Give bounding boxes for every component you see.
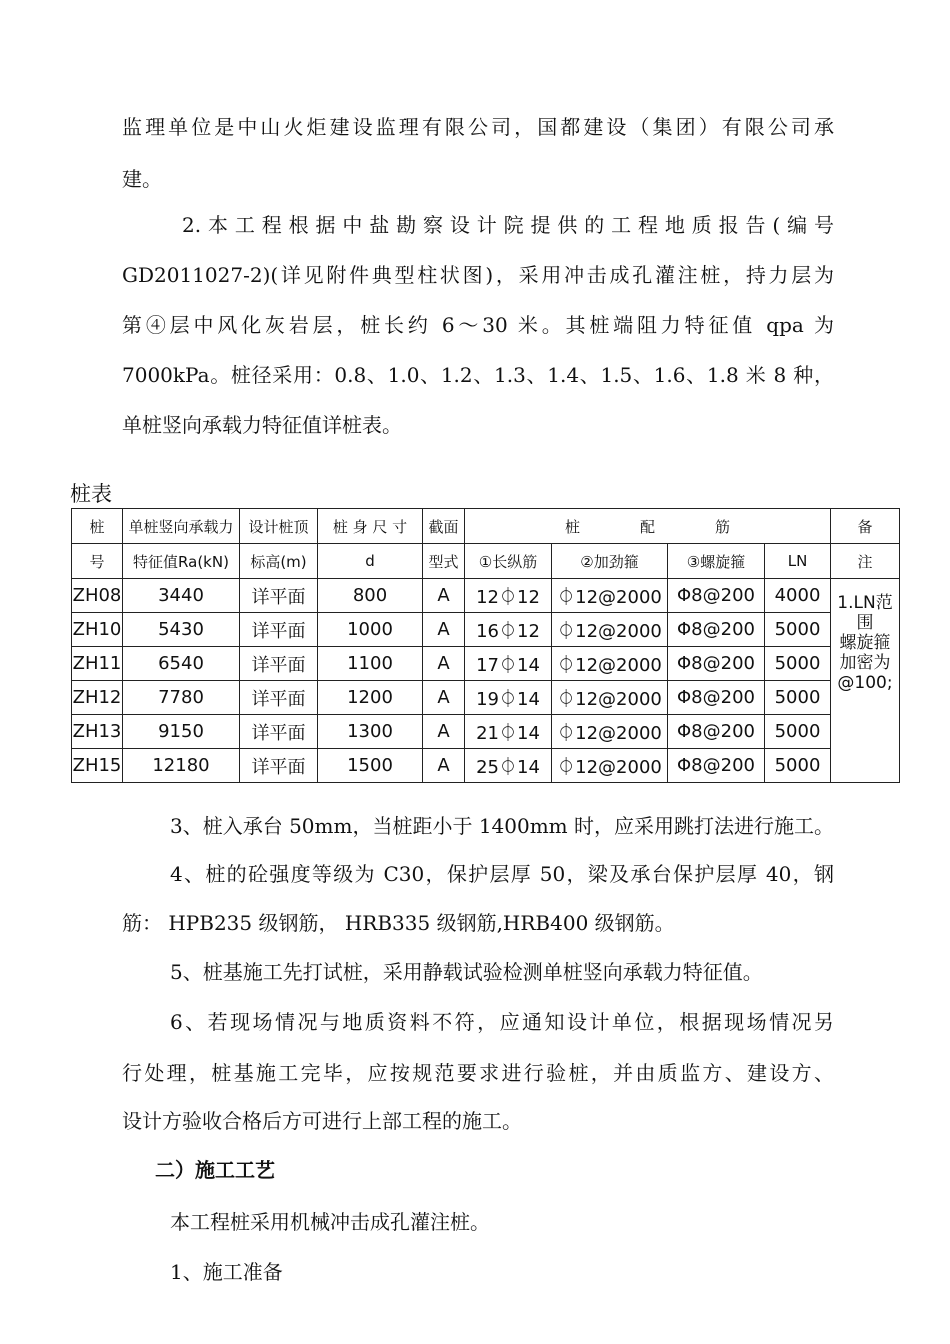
cell-rebar-spiral: Φ8@200 [668,681,765,715]
remark-line: 1.LN范围 [837,593,893,633]
cell-diameter: 1000 [318,613,423,647]
paragraph-line: 6、若现场情况与地质资料不符，应通知设计单位，根据现场情况另 [170,1010,834,1034]
header-pile-size: 桩 身 尺 寸 [318,509,423,544]
paragraph-line: 单桩竖向承载力特征值详桩表。 [122,413,402,437]
cell-ln: 5000 [765,681,831,715]
paragraph-line: 监理单位是中山火炬建设监理有限公司，国都建设（集团）有限公司承 [122,115,834,139]
cell-diameter: 800 [318,579,423,613]
cell-diameter: 1100 [318,647,423,681]
cell-rebar-stiffener: ⏀12@2000 [552,715,668,749]
cell-capacity: 7780 [123,681,240,715]
cell-section: A [423,579,465,613]
header-rebar-ln: LN [765,544,831,579]
cell-capacity: 6540 [123,647,240,681]
paragraph-line: 2.本工程根据中盐勘察设计院提供的工程地质报告(编号 [182,213,834,237]
header-top-elevation: 设计桩顶 [240,509,318,544]
paragraph-line: GD2011027-2)(详见附件典型柱状图)，采用冲击成孔灌注桩，持力层为 [122,263,834,287]
cell-rebar-long: 16⏀12 [465,613,552,647]
header-remark: 备 [831,509,900,544]
pile-table [71,508,900,783]
header-section-2: 型式 [423,544,465,579]
header-capacity: 单桩竖向承载力 [123,509,240,544]
cell-capacity: 3440 [123,579,240,613]
remark-line: @100; [837,673,893,693]
header-top-elevation-2: 标高(m) [240,544,318,579]
cell-capacity: 9150 [123,715,240,749]
cell-diameter: 1300 [318,715,423,749]
cell-ln: 5000 [765,613,831,647]
cell-top-elevation: 详平面 [240,715,318,749]
paragraph-line: 7000kPa。桩径采用：0.8、1.0、1.2、1.3、1.4、1.5、1.6、1.8 米 8 种， [122,363,834,387]
cell-ln: 5000 [765,749,831,783]
table-row [72,715,900,749]
paragraph-line: 设计方验收合格后方可进行上部工程的施工。 [122,1109,522,1133]
table-row [72,681,900,715]
paragraph-line: 5、桩基施工先打试桩，采用静载试验检测单桩竖向承载力特征值。 [170,960,763,984]
remark-line: 加密为 [839,653,891,673]
header-rebar-group: 桩 配 筋 [465,509,831,544]
cell-pile-no: ZH10 [72,613,123,647]
header-remark-2: 注 [831,544,900,579]
table-header-row [72,509,900,544]
paragraph-line: 筋： HPB235 级钢筋， HRB335 级钢筋,HRB400 级钢筋。 [122,911,675,935]
table-row [72,749,900,783]
table-row [72,613,900,647]
cell-diameter: 1200 [318,681,423,715]
paragraph-line: 3、桩入承台 50mm，当桩距小于 1400mm 时，应采用跳打法进行施工。 [170,814,835,838]
section-heading: 二）施工工艺 [155,1158,275,1182]
remark-line: 螺旋箍 [839,633,891,653]
cell-rebar-long: 12⏀12 [465,579,552,613]
table-row [72,647,900,681]
cell-section: A [423,749,465,783]
cell-ln: 5000 [765,647,831,681]
cell-ln: 5000 [765,715,831,749]
cell-rebar-stiffener: ⏀12@2000 [552,579,668,613]
cell-rebar-stiffener: ⏀12@2000 [552,613,668,647]
cell-pile-no: ZH08 [72,579,123,613]
cell-section: A [423,681,465,715]
cell-rebar-spiral: Φ8@200 [668,579,765,613]
header-capacity-2: 特征值Ra(kN) [123,544,240,579]
table-caption: 桩表 [70,482,112,506]
header-pile-no: 桩 [72,509,123,544]
cell-rebar-spiral: Φ8@200 [668,613,765,647]
cell-pile-no: ZH12 [72,681,123,715]
header-pile-size-2: d [318,544,423,579]
paragraph-line: 行处理，桩基施工完毕，应按规范要求进行验桩，并由质监方、建设方、 [122,1061,834,1085]
cell-rebar-spiral: Φ8@200 [668,749,765,783]
header-pile-no-2: 号 [72,544,123,579]
cell-rebar-spiral: Φ8@200 [668,715,765,749]
table-row [72,579,900,613]
cell-top-elevation: 详平面 [240,681,318,715]
cell-rebar-stiffener: ⏀12@2000 [552,647,668,681]
paragraph-line: 建。 [122,167,162,191]
cell-top-elevation: 详平面 [240,579,318,613]
header-section: 截面 [423,509,465,544]
cell-pile-no: ZH13 [72,715,123,749]
cell-section: A [423,715,465,749]
paragraph-line: 第④层中风化灰岩层，桩长约 6～30 米。其桩端阻力特征值 qpa 为 [122,313,834,337]
cell-capacity: 12180 [123,749,240,783]
cell-capacity: 5430 [123,613,240,647]
cell-section: A [423,613,465,647]
cell-top-elevation: 详平面 [240,613,318,647]
cell-rebar-long: 19⏀14 [465,681,552,715]
table-header-row [72,544,900,579]
paragraph-line: 4、桩的砼强度等级为 C30，保护层厚 50，梁及承台保护层厚 40，钢 [170,862,834,886]
cell-remark [831,579,900,783]
paragraph-line: 1、施工准备 [170,1260,283,1284]
cell-pile-no: ZH11 [72,647,123,681]
cell-rebar-spiral: Φ8@200 [668,647,765,681]
cell-diameter: 1500 [318,749,423,783]
cell-rebar-long: 17⏀14 [465,647,552,681]
header-rebar-long: ①长纵筋 [465,544,552,579]
header-rebar-spiral: ③螺旋箍 [668,544,765,579]
cell-rebar-long: 25⏀14 [465,749,552,783]
cell-rebar-long: 21⏀14 [465,715,552,749]
cell-rebar-stiffener: ⏀12@2000 [552,749,668,783]
cell-section: A [423,647,465,681]
cell-rebar-stiffener: ⏀12@2000 [552,681,668,715]
cell-ln: 4000 [765,579,831,613]
header-rebar-stiffener: ②加劲箍 [552,544,668,579]
cell-top-elevation: 详平面 [240,647,318,681]
paragraph-line: 本工程桩采用机械冲击成孔灌注桩。 [170,1210,490,1234]
cell-top-elevation: 详平面 [240,749,318,783]
cell-pile-no: ZH15 [72,749,123,783]
